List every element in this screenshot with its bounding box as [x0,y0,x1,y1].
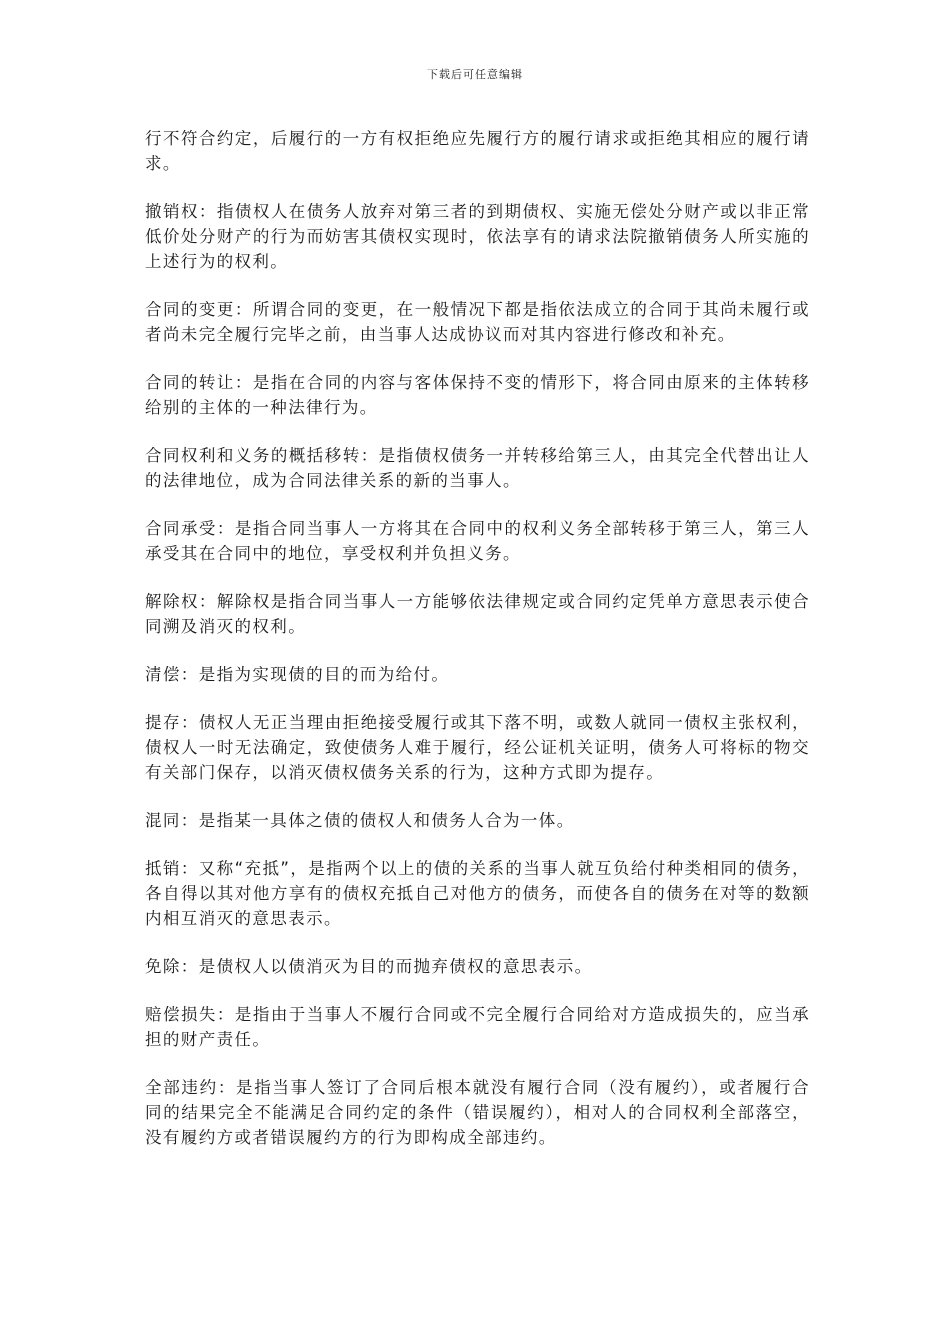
paragraph-6: 合同承受：是指合同当事人一方将其在合同中的权利义务全部转移于第三人，第三人承受其在合同中的地位，享受权利并负担义务。 [145,519,810,563]
paragraph-12: 免除：是债权人以债消灭为目的而抛弃债权的意思表示。 [145,957,593,976]
paragraph-1: 行不符合约定，后履行的一方有权拒绝应先履行方的履行请求或拒绝其相应的履行请求。 [145,129,810,173]
paragraph-5: 合同权利和义务的概括移转：是指债权债务一并转移给第三人，由其完全代替出让人的法律地位，成为合同法律关系的新的当事人。 [145,446,810,490]
paragraph-9: 提存：债权人无正当理由拒绝接受履行或其下落不明，或数人就同一债权主张权利，债权人一时无法确定，致使债务人难于履行，经公证机关证明，债务人可将标的物交有关部门保存，以消灭债权债务关系的行为，这种方式即为提存。 [145,713,810,782]
paragraph-2: 撤销权：指债权人在债务人放弃对第三者的到期债权、实施无偿处分财产或以非正常低价处分财产的行为而妨害其债权实现时，依法享有的请求法院撤销债务人所实施的上述行为的权利。 [145,202,810,271]
paragraph-10: 混同：是指某一具体之债的债权人和债务人合为一体。 [145,811,575,830]
paragraph-7: 解除权：解除权是指合同当事人一方能够依法律规定或合同约定凭单方意思表示使合同溯及消灭的权利。 [145,592,810,636]
paragraph-8: 清偿：是指为实现债的目的而为给付。 [145,665,450,684]
paragraph-14: 全部违约：是指当事人签订了合同后根本就没有履行合同（没有履约），或者履行合同的结果完全不能满足合同约定的条件（错误履约），相对人的合同权利全部落空，没有履约方或者错误履约方的行为即构成全部违约。 [145,1078,810,1147]
paragraph-4: 合同的转让：是指在合同的内容与客体保持不变的情形下，将合同由原来的主体转移给别的主体的一种法律行为。 [145,373,810,417]
paragraph-3: 合同的变更：所谓合同的变更，在一般情况下都是指依法成立的合同于其尚未履行或者尚未完全履行完毕之前，由当事人达成协议而对其内容进行修改和补充。 [145,300,810,344]
page-header: 下载后可任意编辑 [427,68,523,81]
paragraph-11: 抵销：又称“充抵”，是指两个以上的债的关系的当事人就互负给付种类相同的债务，各自得以其对他方享有的债权充抵自己对他方的债务，而使各自的债务在对等的数额内相互消灭的意思表示。 [145,859,810,928]
paragraph-13: 赔偿损失：是指由于当事人不履行合同或不完全履行合同给对方造成损失的，应当承担的财产责任。 [145,1005,810,1049]
document-body [145,126,810,1173]
